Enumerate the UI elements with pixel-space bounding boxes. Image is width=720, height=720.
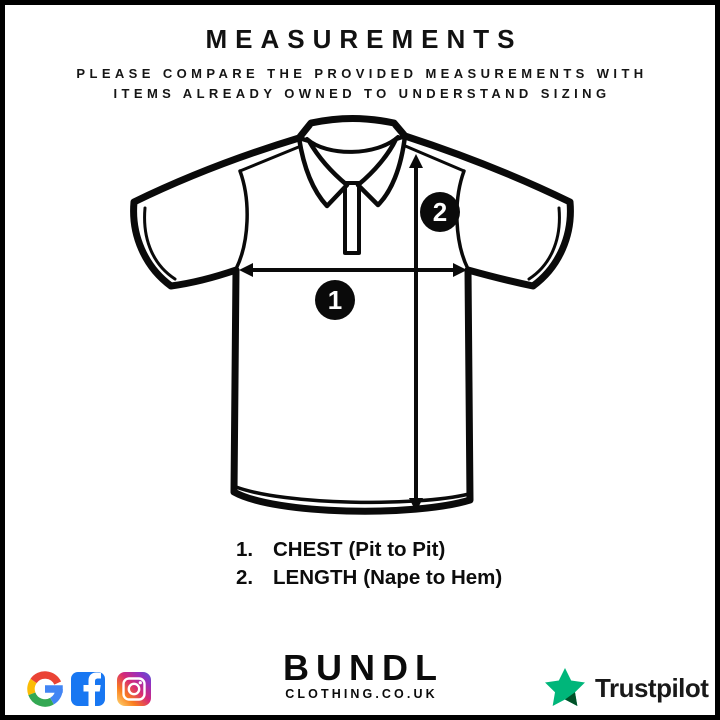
trustpilot-label: Trustpilot	[595, 672, 709, 703]
legend-name: CHEST	[273, 538, 343, 561]
legend-item-length	[236, 564, 502, 592]
trustpilot-star-icon	[542, 667, 588, 709]
trustpilot-logo	[542, 666, 708, 710]
legend-number: 1.	[236, 538, 254, 561]
marker-2-badge	[420, 192, 460, 232]
marker-2-label: 2	[432, 197, 448, 227]
legend-item-chest	[236, 536, 502, 564]
legend-name: LENGTH	[273, 565, 358, 589]
legend-detail: (Nape to Hem)	[363, 565, 503, 589]
page-title: MEASUREMENTS	[205, 24, 523, 54]
shirt-outline	[134, 119, 571, 512]
measurement-legend	[236, 536, 502, 591]
legend-number: 2.	[236, 565, 254, 589]
polo-shirt-measurement-diagram	[5, 5, 720, 720]
brand-name: BUNDL	[283, 647, 444, 688]
legend-detail: (Pit to Pit)	[348, 538, 446, 561]
marker-1-badge	[315, 280, 355, 320]
subtitle-line-1: PLEASE COMPARE THE PROVIDED MEASUREMENTS WITH	[76, 66, 648, 81]
placket	[345, 183, 359, 253]
subtitle-line-2: ITEMS ALREADY OWNED TO UNDERSTAND SIZING	[113, 86, 611, 101]
brand-tagline: CLOTHING.CO.UK	[285, 687, 438, 701]
marker-1-label: 1	[327, 285, 343, 315]
